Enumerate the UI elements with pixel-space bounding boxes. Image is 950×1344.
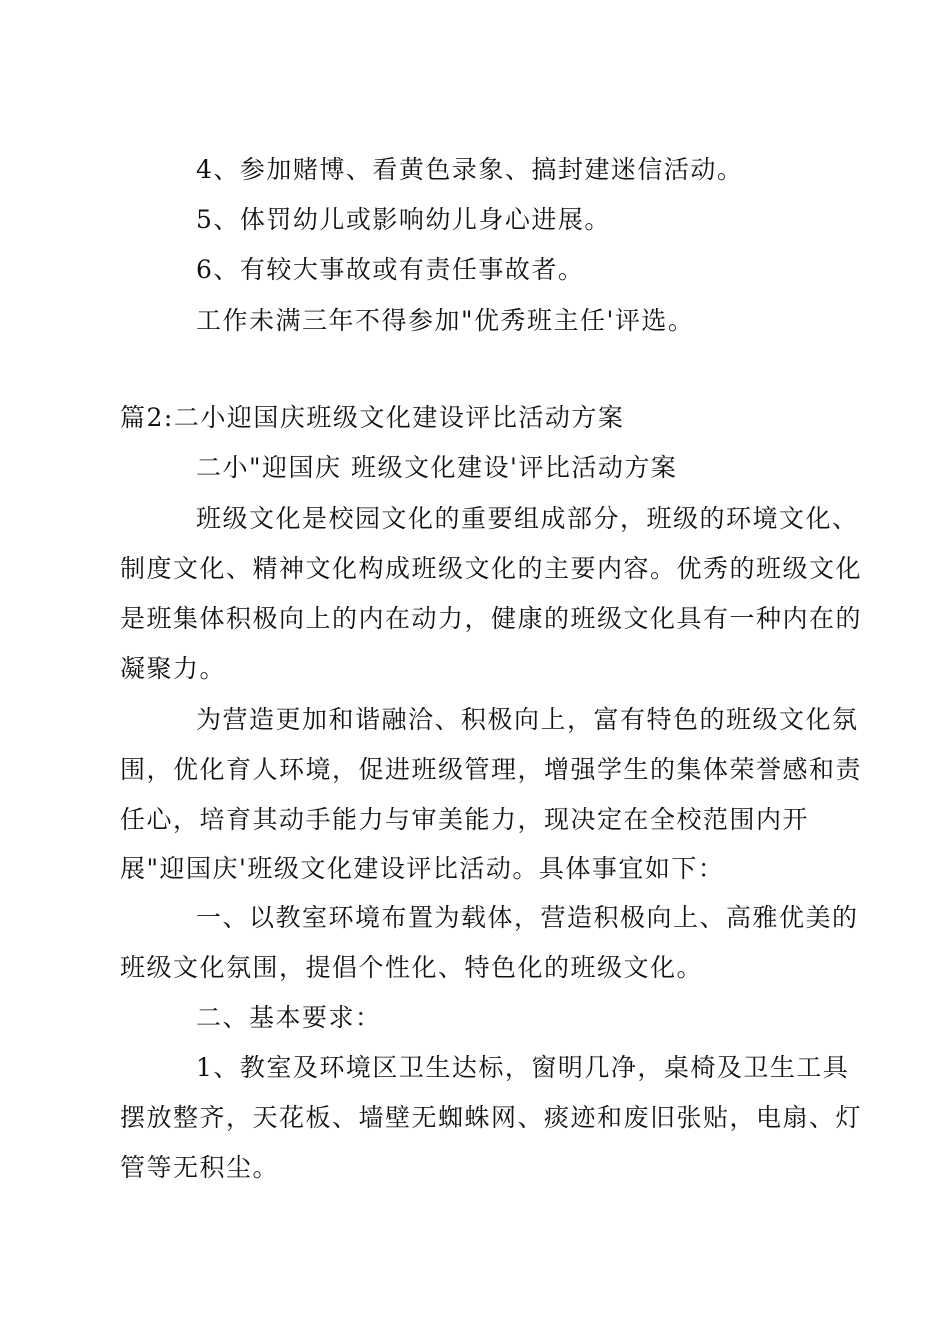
list-item-6: 6、有较大事故或有责任事故者。 [196, 255, 585, 284]
eligibility-note: 工作未满三年不得参加"优秀班主任'评选。 [196, 306, 695, 335]
section-subtitle: 二小"迎国庆 班级文化建设'评比活动方案 [196, 453, 678, 482]
paragraph-line: 班级文化氛围，提倡个性化、特色化的班级文化。 [120, 953, 704, 982]
list-item-5: 5、体罚幼儿或影响幼儿身心进展。 [196, 205, 611, 234]
paragraph-line: 为营造更加和谐融洽、积极向上，富有特色的班级文化氛 [196, 705, 859, 734]
paragraph-line: 任心，培育其动手能力与审美能力，现决定在全校范围内开 [120, 805, 810, 834]
paragraph-line: 1、教室及环境区卫生达标，窗明几净，桌椅及卫生工具 [196, 1053, 850, 1082]
paragraph-line: 是班集体积极向上的内在动力，健康的班级文化具有一种内在的 [120, 604, 863, 633]
requirements-heading: 二、基本要求： [196, 1003, 382, 1032]
paragraph-line: 展"迎国庆'班级文化建设评比活动。具体事宜如下： [120, 854, 725, 883]
paragraph-line: 一、以教室环境布置为载体，营造积极向上、高雅优美的 [196, 903, 859, 932]
list-item-4: 4、参加赌博、看黄色录象、搞封建迷信活动。 [196, 155, 744, 184]
paragraph-line: 凝聚力。 [120, 654, 227, 683]
paragraph-line: 班级文化是校园文化的重要组成部分，班级的环境文化、 [196, 504, 859, 533]
paragraph-line: 摆放整齐，天花板、墙壁无蜘蛛网、痰迹和废旧张贴，电扇、灯 [120, 1103, 863, 1132]
paragraph-line: 管等无积尘。 [120, 1153, 280, 1182]
section-heading: 篇2:二小迎国庆班级文化建设评比活动方案 [120, 403, 625, 432]
paragraph-line: 制度文化、精神文化构成班级文化的主要内容。优秀的班级文化 [120, 554, 863, 583]
paragraph-line: 围，优化育人环境，促进班级管理，增强学生的集体荣誉感和责 [120, 755, 863, 784]
